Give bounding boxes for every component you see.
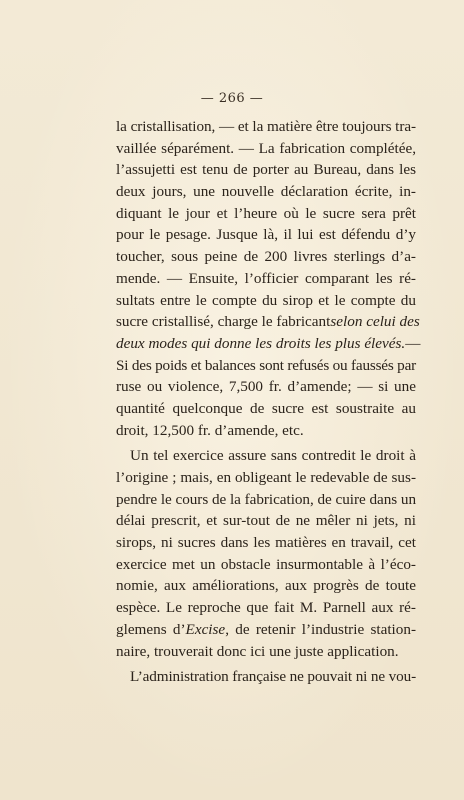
text-line bbox=[116, 398, 416, 420]
line-text: l’assujetti est tenu de porter au Bureau, dans les bbox=[116, 161, 416, 179]
text-line bbox=[116, 159, 416, 181]
line-text: sultats entre le compte du sirop et le compte du bbox=[116, 291, 416, 309]
text-line bbox=[116, 420, 416, 442]
text-line bbox=[116, 554, 416, 576]
italic-text: Excise bbox=[185, 620, 226, 638]
text-line bbox=[116, 666, 416, 688]
line-text: Un tel exercice assure sans contredit le droit à bbox=[130, 447, 416, 465]
line-text: sirops, ni sucres dans les matières en travail, cet bbox=[116, 534, 416, 552]
line-text: mende. — Ensuite, l’officier comparant les ré- bbox=[116, 269, 416, 287]
text-line bbox=[116, 290, 416, 312]
body-text bbox=[116, 116, 421, 688]
line-text: naire, trouverait donc ici une juste application. bbox=[116, 642, 399, 660]
line-text: pendre le cours de la fabrication, de cuire dans un bbox=[116, 490, 416, 508]
italic-text: selon celui des bbox=[330, 313, 420, 331]
line-text: délai prescrit, et sur-tout de ne mêler ni jets, ni bbox=[116, 512, 416, 530]
text-line bbox=[116, 268, 416, 290]
text-line bbox=[116, 532, 416, 554]
text-line bbox=[116, 641, 416, 663]
text-line bbox=[116, 619, 416, 641]
line-text: espèce. Le reproche que fait M. Parnell aux ré- bbox=[116, 599, 416, 617]
text-line bbox=[116, 445, 416, 467]
line-text: sucre cristallisé, charge le fabricant bbox=[116, 313, 331, 331]
text-line bbox=[116, 203, 416, 225]
line-text: diquant le jour et l’heure où le sucre sera prêt bbox=[116, 204, 416, 222]
line-text: quantité quelconque de sucre est soustraite au bbox=[116, 399, 416, 417]
line-text-part: glemens d’ bbox=[116, 620, 186, 638]
text-line bbox=[116, 376, 416, 398]
text-line bbox=[116, 181, 416, 203]
line-text-part: , de retenir l’industrie station- bbox=[225, 620, 417, 638]
text-line bbox=[116, 116, 416, 138]
line-text: exercice met un obstacle insurmontable à l’éco- bbox=[116, 555, 416, 573]
text-line bbox=[116, 311, 420, 333]
text-line bbox=[116, 224, 416, 246]
line-text: pour le pesage. Jusque là, il lui est défendu d’y bbox=[116, 226, 416, 244]
text-line bbox=[116, 597, 416, 619]
text-line bbox=[116, 355, 416, 377]
line-text: L’administration française ne pouvait ni ne vou- bbox=[130, 668, 416, 686]
line-text: nomie, aux améliorations, aux progrès de toute bbox=[116, 577, 416, 595]
line-text: toucher, sous peine de 200 livres sterlings d’a- bbox=[116, 248, 416, 266]
line-text: vaillée séparément. — La fabrication complétée, bbox=[116, 139, 416, 157]
line-text: ruse ou violence, 7,500 fr. d’amende; — si une bbox=[116, 378, 416, 396]
text-line bbox=[116, 333, 421, 355]
line-text: droit, 12,500 fr. d’amende, etc. bbox=[116, 421, 304, 439]
italic-text: deux modes qui donne les droits les plus élevés. bbox=[116, 334, 406, 352]
text-line bbox=[116, 510, 416, 532]
text-line bbox=[116, 467, 416, 489]
text-line bbox=[116, 575, 416, 597]
text-line bbox=[116, 489, 416, 511]
line-text: la cristallisation, — et la matière être toujours tra- bbox=[116, 118, 416, 135]
line-text: — bbox=[405, 334, 421, 352]
line-text: Si des poids et balances sont refusés ou faussés par bbox=[116, 356, 416, 374]
page-number: — 266 — bbox=[200, 91, 264, 106]
text-line bbox=[116, 246, 416, 268]
line-text: l’origine ; mais, en obligeant le redevable de sus- bbox=[116, 469, 416, 486]
line-text bbox=[116, 619, 416, 641]
text-line bbox=[116, 138, 416, 160]
line-text: deux jours, une nouvelle déclaration écrite, in- bbox=[116, 183, 416, 201]
